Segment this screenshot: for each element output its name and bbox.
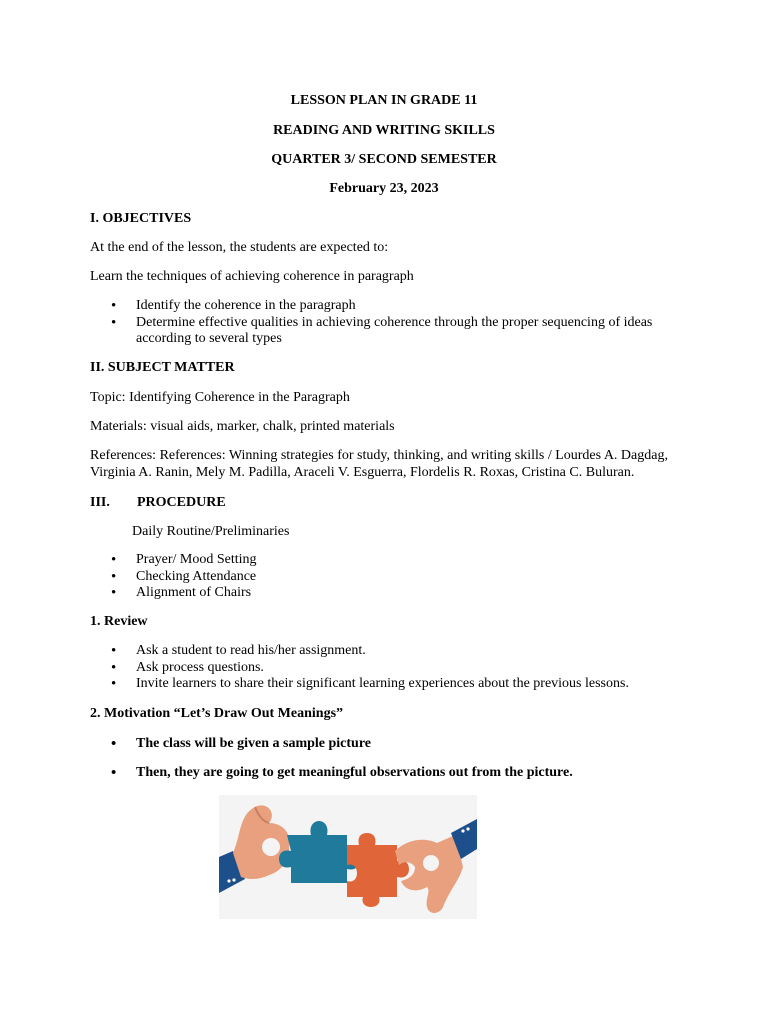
subject-title: READING AND WRITING SKILLS: [273, 123, 495, 138]
subject-matter-heading: II. SUBJECT MATTER: [90, 360, 235, 375]
list-item: • Prayer/ Mood Setting: [90, 552, 690, 569]
list-item: • Checking Attendance: [90, 569, 690, 586]
review-list: [90, 643, 690, 693]
procedure-number: III.: [90, 495, 110, 510]
document-title: LESSON PLAN IN GRADE 11: [290, 93, 478, 108]
puzzle-hands-illustration: [219, 795, 477, 919]
list-item: • Alignment of Chairs: [90, 585, 690, 602]
motivation-list-2: [90, 765, 690, 782]
review-heading: 1. Review: [90, 614, 148, 629]
objectives-list: [90, 298, 690, 348]
topic-text: Topic: Identifying Coherence in the Paragraph: [90, 390, 350, 405]
list-item: • Invite learners to share their significant learning experiences about the previous lessons.: [90, 676, 690, 693]
motivation-heading: 2. Motivation “Let’s Draw Out Meanings”: [90, 706, 344, 721]
references-text: References: References: Winning strategies for study, thinking, and writing skills / Lourdes A. Dagdag, Virginia A. Ranin, Mely M. Padilla, Araceli V. Esguerra, Flordelis R. Roxas, Cristina C. Buluran.: [90, 448, 668, 480]
objectives-learn: Learn the techniques of achieving coherence in paragraph: [90, 269, 414, 284]
routine-heading: Daily Routine/Preliminaries: [132, 524, 290, 539]
list-item: • The class will be given a sample picture: [90, 736, 690, 753]
date-title: February 23, 2023: [329, 181, 439, 196]
materials-text: Materials: visual aids, marker, chalk, printed materials: [90, 419, 395, 434]
objectives-heading: I. OBJECTIVES: [90, 211, 192, 226]
objectives-intro: At the end of the lesson, the students are expected to:: [90, 240, 389, 255]
quarter-title: QUARTER 3/ SECOND SEMESTER: [271, 152, 497, 167]
list-item: • Ask a student to read his/her assignment.: [90, 643, 690, 660]
list-item: • Ask process questions.: [90, 660, 690, 677]
procedure-heading: [90, 495, 226, 511]
routine-list: [90, 552, 690, 602]
list-item: • Determine effective qualities in achieving coherence through the proper sequencing of ideas according to several types: [90, 315, 690, 348]
list-item: • Identify the coherence in the paragraph: [90, 298, 690, 315]
list-item: • Then, they are going to get meaningful observations out from the picture.: [90, 765, 690, 782]
motivation-list: [90, 736, 690, 753]
procedure-label: PROCEDURE: [137, 495, 226, 510]
